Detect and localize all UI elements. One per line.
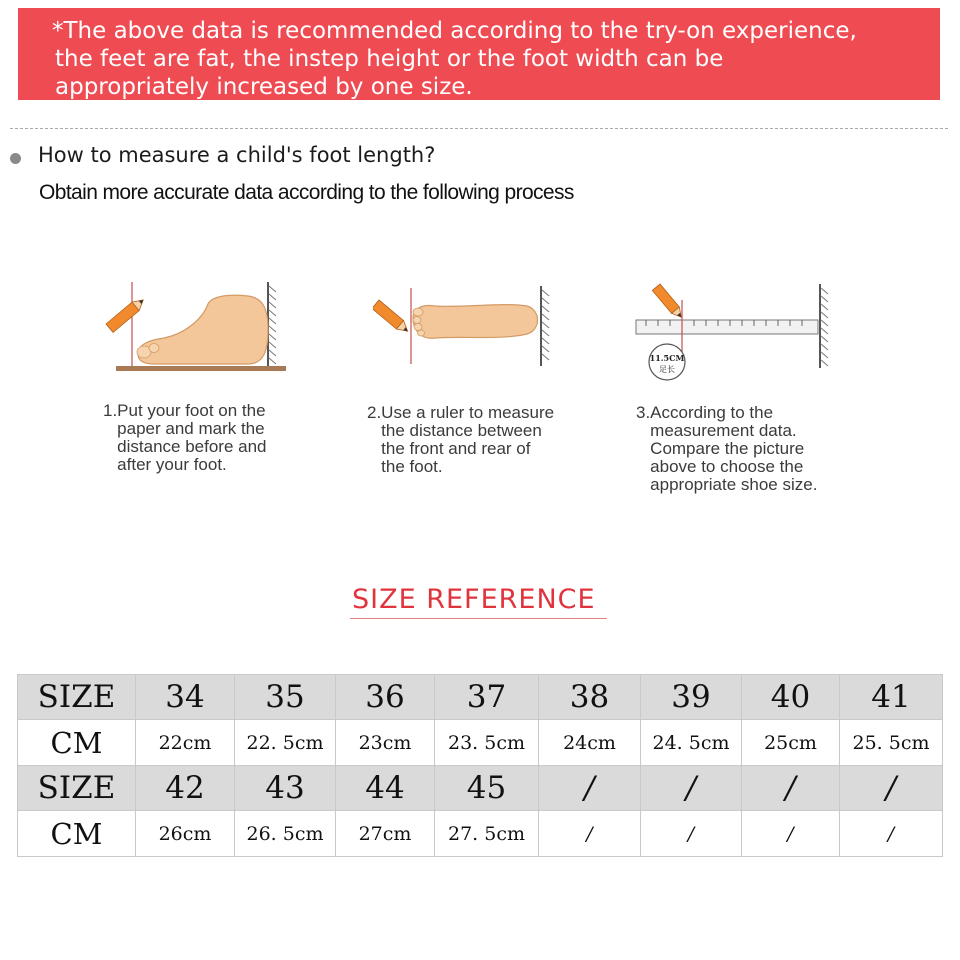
size-cell: 41	[840, 675, 943, 720]
size-cell: /	[539, 766, 641, 811]
step-1-text: 1.Put your foot on the paper and mark the distance before and after your foot.	[103, 401, 267, 474]
size-cell: /	[742, 766, 840, 811]
bullet-icon	[10, 153, 21, 164]
cm-cell: 26. 5cm	[235, 811, 336, 857]
size-cell: 45	[435, 766, 539, 811]
size-cell: 38	[539, 675, 641, 720]
step-3-text: 3.According to the measurement data. Compare the picture above to choose the appropriate shoe size.	[636, 403, 818, 494]
size-reference-underline	[350, 618, 607, 619]
size-cell: 39	[641, 675, 742, 720]
cm-cell: 24. 5cm	[641, 720, 742, 766]
size-cell: 35	[235, 675, 336, 720]
cm-row-label: CM	[18, 720, 136, 766]
size-cell: 34	[136, 675, 235, 720]
cm-cell: 25cm	[742, 720, 840, 766]
step-2-text: 2.Use a ruler to measure the distance between the front and rear of the foot.	[367, 403, 555, 476]
notice-line-1: *The above data is recommended according to the try-on experience,	[52, 18, 857, 44]
cm-row-label: CM	[18, 811, 136, 857]
size-row-label: SIZE	[18, 675, 136, 720]
cm-cell: /	[742, 811, 840, 857]
cm-cell: 22. 5cm	[235, 720, 336, 766]
size-row-label: SIZE	[18, 766, 136, 811]
step-3-illustration	[630, 280, 830, 384]
cm-cell: /	[840, 811, 943, 857]
cm-cell: 25. 5cm	[840, 720, 943, 766]
size-cell: 42	[136, 766, 235, 811]
table-row	[18, 720, 943, 766]
cm-cell: 27cm	[336, 811, 435, 857]
cm-cell: 23cm	[336, 720, 435, 766]
dashed-divider	[10, 128, 948, 129]
size-cell: 44	[336, 766, 435, 811]
step-2-illustration	[373, 284, 557, 370]
table-row	[18, 766, 943, 811]
table-row	[18, 811, 943, 857]
size-table	[17, 674, 943, 857]
cm-cell: 23. 5cm	[435, 720, 539, 766]
ruler-label-value: 11.5CM	[649, 353, 685, 363]
ruler-label-unit: 足长	[659, 365, 675, 374]
size-reference-title: SIZE REFERENCE	[352, 584, 596, 615]
size-cell: /	[840, 766, 943, 811]
cm-cell: 24cm	[539, 720, 641, 766]
notice-line-2: the feet are fat, the instep height or the foot width can be	[55, 46, 724, 72]
size-cell: 37	[435, 675, 539, 720]
step-1-illustration	[98, 280, 294, 376]
notice-line-3: appropriately increased by one size.	[55, 74, 473, 100]
cm-cell: 27. 5cm	[435, 811, 539, 857]
cm-cell: /	[539, 811, 641, 857]
cm-cell: /	[641, 811, 742, 857]
size-cell: 40	[742, 675, 840, 720]
cm-cell: 26cm	[136, 811, 235, 857]
size-cell: 43	[235, 766, 336, 811]
size-cell: 36	[336, 675, 435, 720]
cm-cell: 22cm	[136, 720, 235, 766]
notice-banner	[18, 8, 940, 100]
measure-subtitle: Obtain more accurate data according to the following process	[39, 181, 574, 204]
size-cell: /	[641, 766, 742, 811]
table-row	[18, 675, 943, 720]
measure-title: How to measure a child's foot length?	[38, 143, 436, 167]
